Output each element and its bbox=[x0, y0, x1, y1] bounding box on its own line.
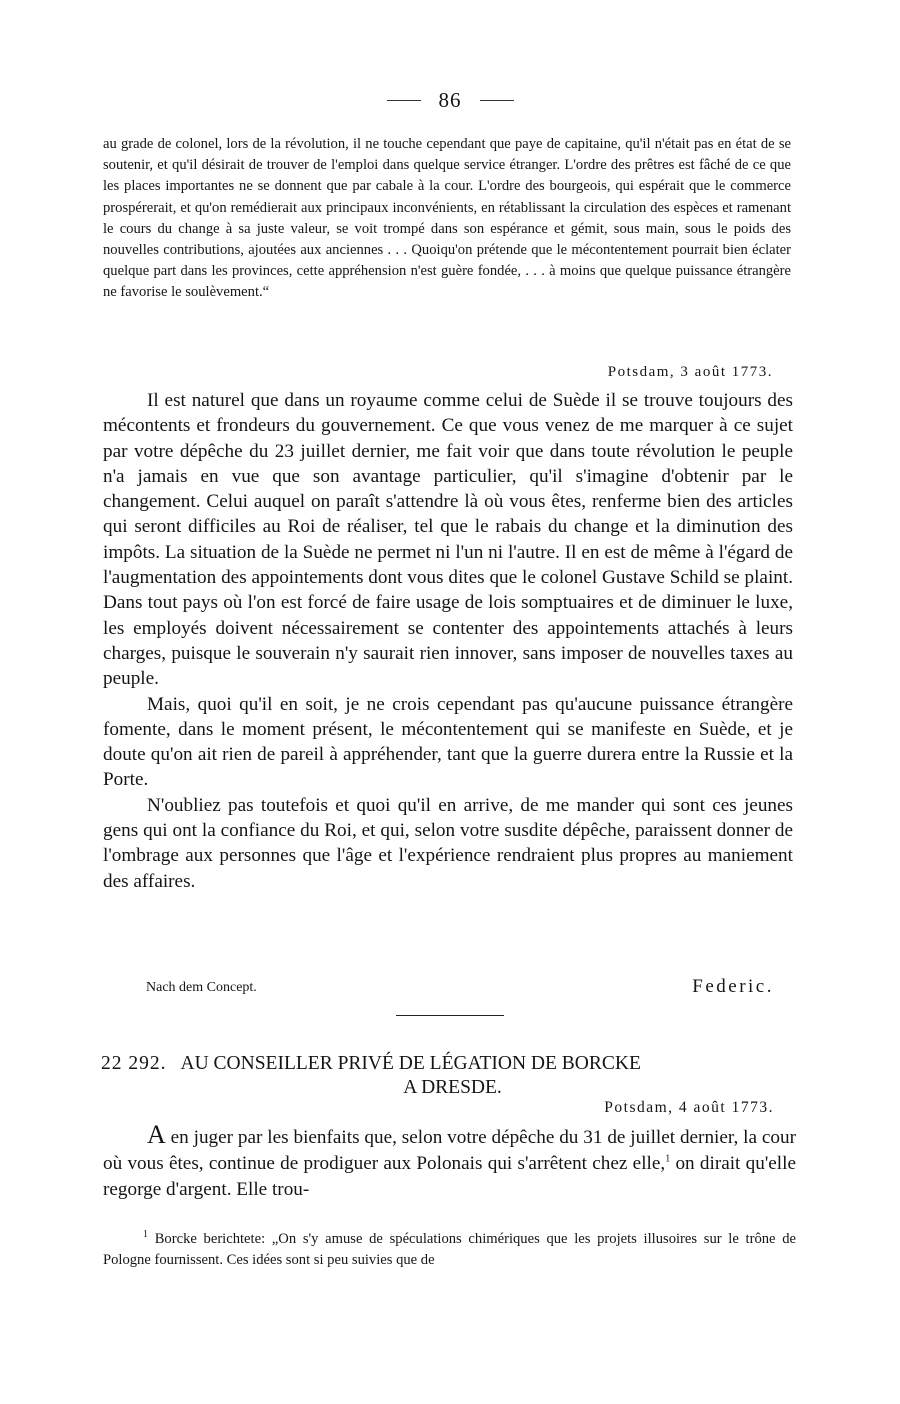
letter-paragraph: N'oubliez pas toutefois et quoi qu'il en arrive, de me mander qui sont ces jeunes gens qui ont la confiance du Roi, et qui, selon votre susdite dépêche, paraissent donner de l'ombrage aux personnes que l'âge et l'expérience rendraient plus propres au maniement des affaires. bbox=[103, 794, 793, 892]
footnote-text: Borcke berichtete: „On s'y amuse de spéculations chimériques que les projets illusoires sur le trône de Pologne fournissent. Ces idées sont si peu suivies que de bbox=[103, 1231, 796, 1268]
letter-paragraph: Mais, quoi qu'il en soit, je ne crois cependant pas qu'aucune puissance étrangère fomente, dans le moment présent, le mécontentement qui se manifeste en Suède, et je doute qu'on ait rien de pareil à appréhender, tant que la guerre durera entre la Russie et la Porte. bbox=[103, 693, 793, 791]
second-letter-body bbox=[103, 1120, 796, 1203]
header-rule-right bbox=[480, 100, 514, 101]
section-heading bbox=[101, 1052, 796, 1100]
signature: Federic. bbox=[692, 976, 774, 997]
letter-paragraph: Il est naturel que dans un royaume comme celui de Suède il se trouve toujours des mécontents et frondeurs du gouvernement. Ce que vous venez de me marquer à ce sujet par votre dépêche du 23 juillet dernier, me fait voir que dans toute révolution le peuple n'a jamais en vue que son avantage particulier, qu'il s'imagine d'obtenir par le changement. Celui auquel on paraît s'attendre là où vous êtes, renferme bien des articles qui seront difficiles au Roi de réaliser, tel que le rabais du change et la diminution des impôts. La situation de la Suède ne permet ni l'un ni l'autre. Il en est de même à l'égard de l'augmentation des appointements dont vous dites que le colonel Gustave Schild se plaint. Dans tout pays où l'on est forcé de faire usage de lois somptuaires et de diminuer le luxe, les employés doivent nécessairement se contenter des appointements attachés à leurs charges, puisque le souverain n'y saurait rien innover, sans imposer de nouvelles taxes au peuple. bbox=[103, 390, 793, 690]
concept-note: Nach dem Concept. bbox=[146, 980, 257, 995]
footnote bbox=[103, 1229, 796, 1271]
letter-text-continued: on dirait qu'elle regorge d'argent. Elle trou- bbox=[103, 1153, 796, 1200]
section-number: 22 292. bbox=[101, 1053, 167, 1074]
letter-paragraph bbox=[103, 1120, 796, 1203]
quoted-report bbox=[103, 134, 791, 304]
section-title-line1: AU CONSEILLER PRIVÉ DE LÉGATION DE BORCKE bbox=[180, 1053, 641, 1074]
footnote-reference: 1 bbox=[665, 1153, 671, 1165]
dateline-first-letter: Potsdam, 3 août 1773. bbox=[607, 364, 773, 380]
page-header bbox=[0, 88, 900, 116]
page-number: 86 bbox=[438, 88, 462, 112]
letter-body bbox=[103, 388, 793, 894]
section-divider bbox=[396, 1015, 504, 1016]
header-rule-left bbox=[387, 100, 421, 101]
footnote-text-block bbox=[103, 1229, 796, 1271]
footnote-marker: 1 bbox=[143, 1229, 148, 1241]
letter-text: en juger par les bienfaits que, selon votre dépêche du 31 de juillet dernier, la cour où vous êtes, continue de prodiguer aux Polonais qui s'arrêtent chez elle, bbox=[103, 1127, 796, 1174]
dateline-second-letter: Potsdam, 4 août 1773. bbox=[604, 1099, 774, 1116]
initial-letter: A bbox=[147, 1120, 166, 1149]
section-title-line2: A DRESDE. bbox=[403, 1077, 502, 1098]
quoted-report-text: au grade de colonel, lors de la révolution, il ne touche cependant que paye de capitaine, qu'il n'était pas en état de se soutenir, et qu'il désirait de trouver de l'emploi dans quelque service étranger. L'ordre des prêtres est fâché de ce que les places importantes ne se donnent que par cabale à la cour. L'ordre des bourgeois, qui espérait que le commerce prospérerait, et qu'on remédierait aux principaux inconvénients, en rétablissant la circulation des espèces et ramenant le cours du change à sa juste valeur, se voit trompé dans son espérance et gémit, sous main, sous le poids des nouvelles contributions, ajoutées aux anciennes . . . Quoiqu'on prétende que le mécontentement pourrait bien éclater quelque part dans les provinces, cette appréhension n'est guère fondée, . . . à moins que quelque puissance étrangère ne favorise le soulèvement.“ bbox=[103, 136, 791, 301]
